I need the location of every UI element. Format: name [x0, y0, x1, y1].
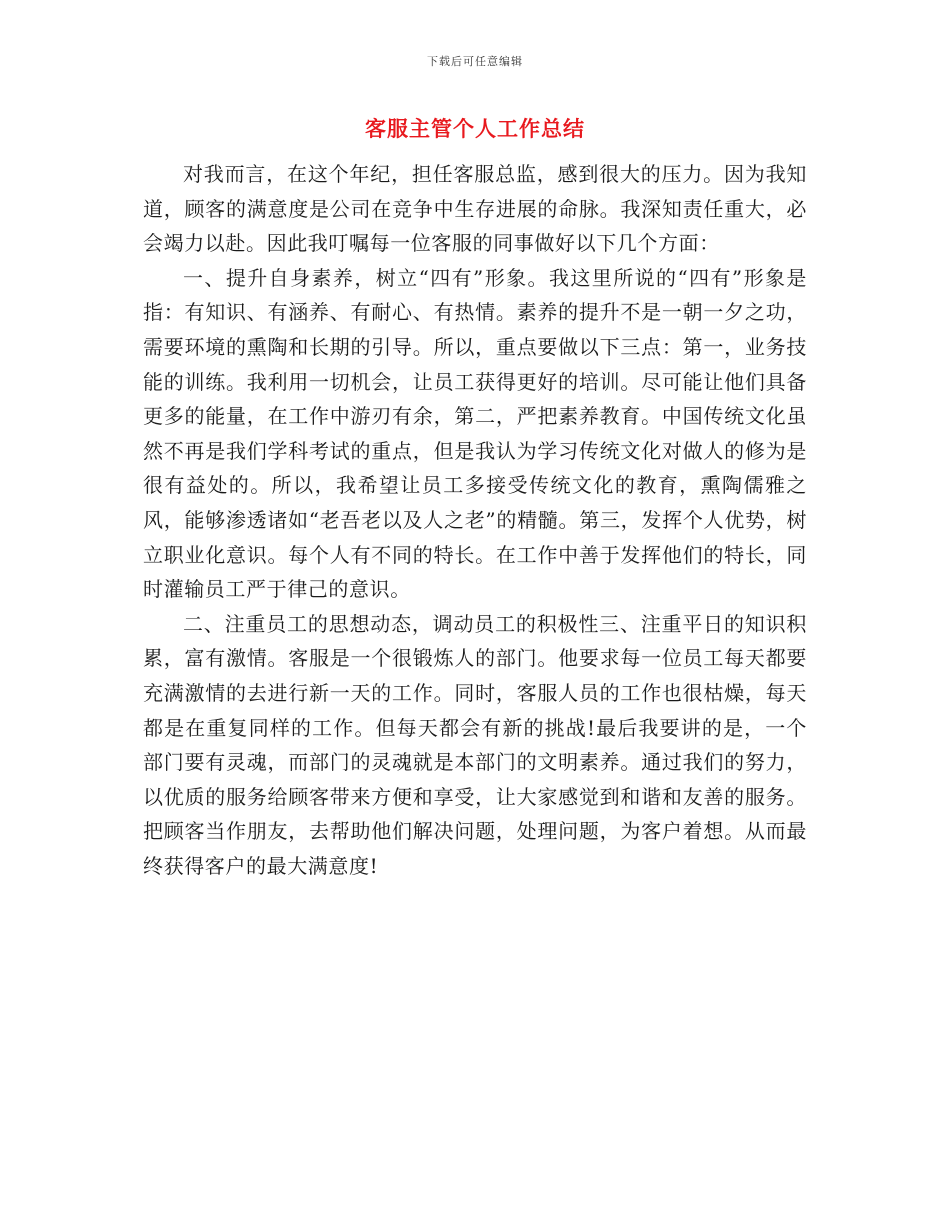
paragraph-point-one: 一、提升自身素养，树立“四有”形象。我这里所说的“四有”形象是指：有知识、有涵养、有耐心、有热情。素养的提升不是一朝一夕之功，需要环境的熏陶和长期的引导。所以，重点要做以下三点：第一，业务技能的训练。我利用一切机会，让员工获得更好的培训。尽可能让他们具备更多的能量，在工作中游刃有余，第二，严把素养教育。中国传统文化虽然不再是我们学科考试的重点，但是我认为学习传统文化对做人的修为是很有益处的。所以，我希望让员工多接受传统文化的教育，熏陶儒雅之风，能够渗透诸如“老吾老以及人之老”的精髓。第三，发挥个人优势，树立职业化意识。每个人有不同的特长。在工作中善于发挥他们的特长，同时灌输员工严于律己的意识。 [143, 265, 807, 602]
paragraph-point-two: 二、注重员工的思想动态，调动员工的积极性三、注重平日的知识积累，富有激情。客服是一个很锻炼人的部门。他要求每一位员工每天都要充满激情的去进行新一天的工作。同时，客服人员的工作也很枯燥，每天都是在重复同样的工作。但每天都会有新的挑战!最后我要讲的是，一个部门要有灵魂，而部门的灵魂就是本部门的文明素养。通过我们的努力，以优质的服务给顾客带来方便和享受，让大家感觉到和谐和友善的服务。把顾客当作朋友，去帮助他们解决问题，处理问题，为客户着想。从而最终获得客户的最大满意度! [143, 611, 807, 878]
header-note: 下载后可任意编辑 [427, 55, 523, 68]
document-body [143, 157, 807, 883]
paragraph-intro: 对我而言，在这个年纪，担任客服总监，感到很大的压力。因为我知道，顾客的满意度是公司在竞争中生存进展的命脉。我深知责任重大，必会竭力以赴。因此我叮嘱每一位客服的同事做好以下几个方面： [143, 162, 807, 256]
document-title: 客服主管个人工作总结 [365, 116, 585, 141]
